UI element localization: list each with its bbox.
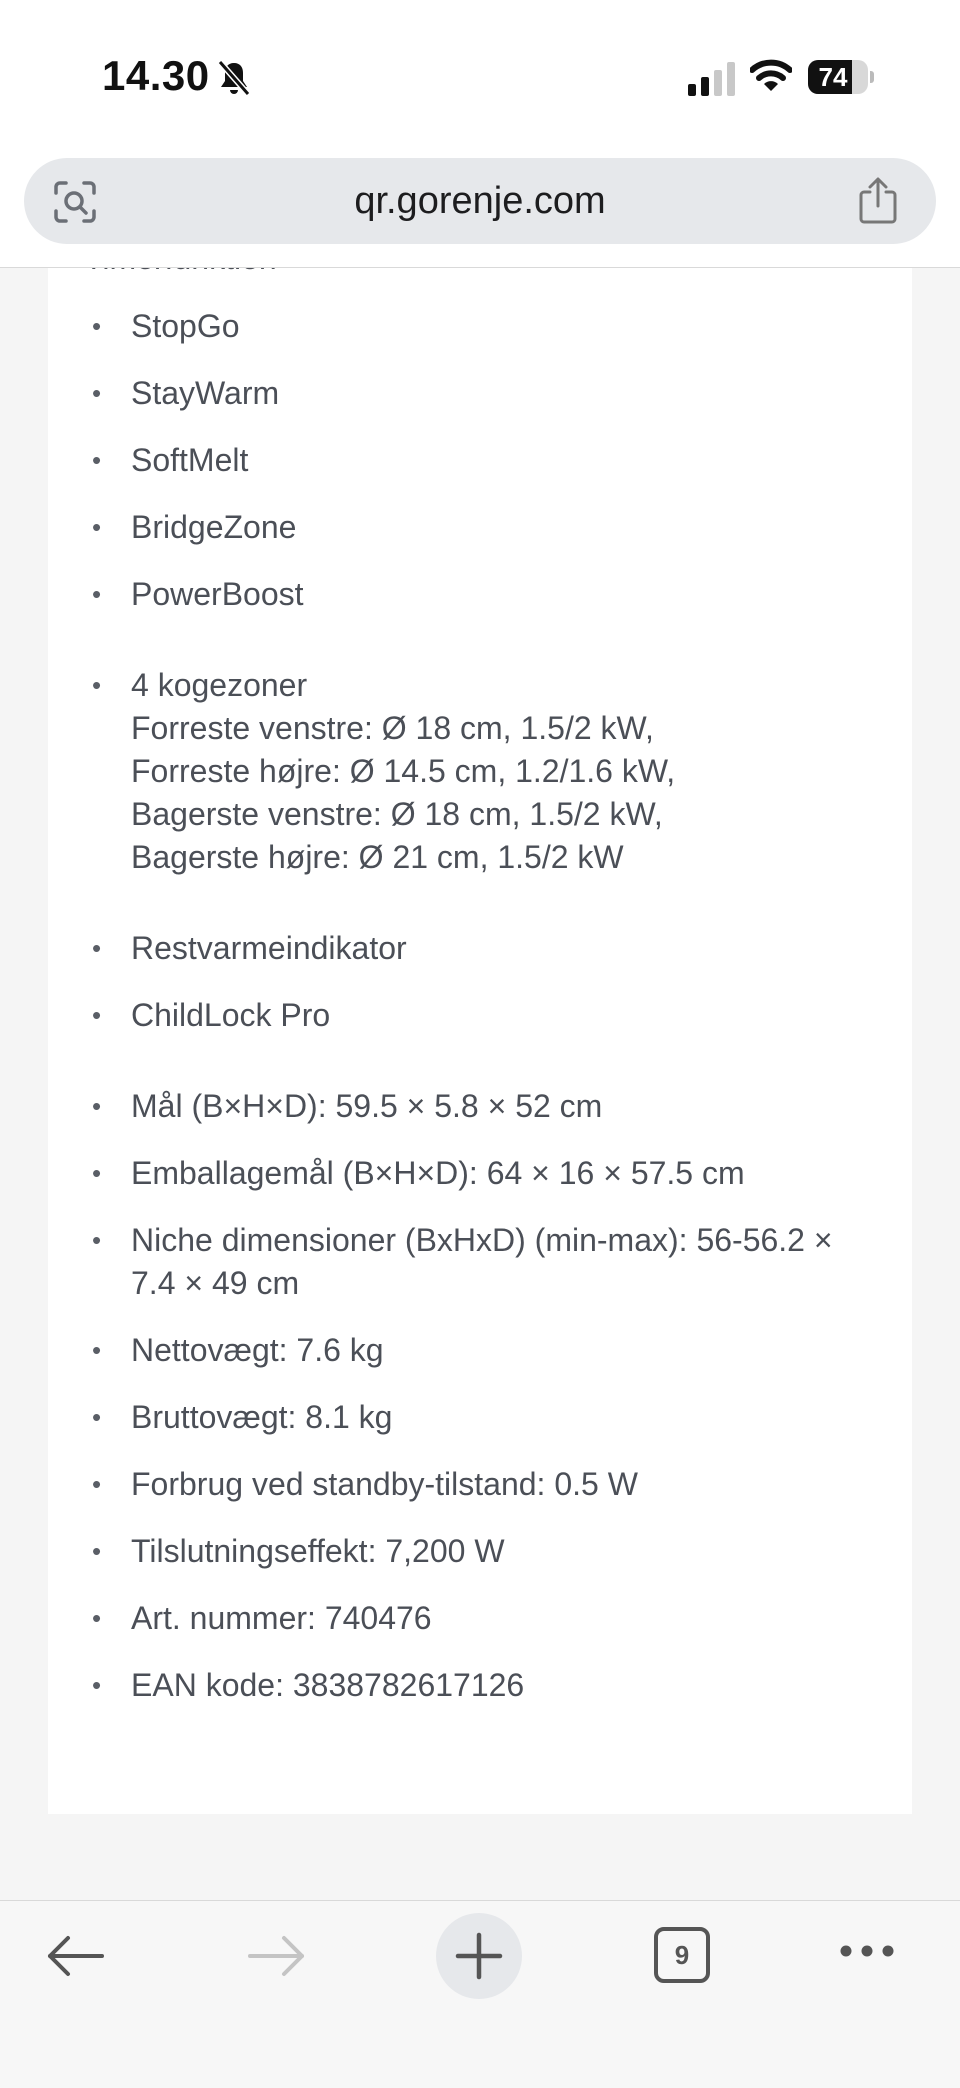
spec-line: • Emballagemål (B×H×D): 64 × 16 × 57.5 cm bbox=[131, 1155, 745, 1191]
spec-list-item bbox=[48, 1530, 888, 1573]
spec-list-item bbox=[48, 1219, 888, 1305]
spec-line: 7.4 × 49 cm bbox=[131, 1265, 300, 1301]
spec-list-item bbox=[48, 1085, 888, 1128]
spec-line: • Bruttovægt: 8.1 kg bbox=[131, 1399, 393, 1435]
spec-list-item bbox=[48, 994, 888, 1037]
status-time: 14.30 bbox=[102, 52, 210, 99]
more-icon[interactable] bbox=[838, 1943, 896, 1959]
spec-line: • Niche dimensioner (BxHxD) (min-max): 56-56.2 × bbox=[131, 1222, 833, 1258]
spec-line: Bagerste højre: Ø 21 cm, 1.5/2 kW bbox=[131, 839, 624, 875]
spec-list-item bbox=[48, 1329, 888, 1372]
spec-list-item bbox=[48, 664, 888, 879]
spec-line: Forreste venstre: Ø 18 cm, 1.5/2 kW, bbox=[131, 710, 654, 746]
battery-percent: 74 bbox=[818, 62, 848, 92]
battery-indicator bbox=[808, 60, 874, 94]
spec-list-item bbox=[48, 1664, 888, 1707]
spec-list-item bbox=[48, 372, 888, 415]
new-tab-button[interactable] bbox=[436, 1913, 522, 1999]
bell-slash-icon bbox=[216, 58, 252, 98]
spec-line: • ChildLock Pro bbox=[131, 997, 331, 1033]
spec-list-item bbox=[48, 1597, 888, 1640]
spec-line: • Restvarmeindikator bbox=[131, 930, 407, 966]
tabs-button[interactable] bbox=[654, 1927, 710, 1983]
spec-line: • Nettovægt: 7.6 kg bbox=[131, 1332, 384, 1368]
spec-line: • Forbrug ved standby-tilstand: 0.5 W bbox=[131, 1466, 638, 1502]
spec-line: • Tilslutningseffekt: 7,200 W bbox=[131, 1533, 505, 1569]
spec-list-item bbox=[48, 1396, 888, 1439]
spec-list-item bbox=[48, 927, 888, 970]
spec-list-item bbox=[48, 1152, 888, 1195]
spec-line: Bagerste venstre: Ø 18 cm, 1.5/2 kW, bbox=[131, 796, 663, 832]
status-bar bbox=[0, 0, 960, 150]
address-bar[interactable] bbox=[24, 158, 936, 244]
spec-line: • StayWarm bbox=[131, 375, 280, 411]
spec-line: • Art. nummer: 740476 bbox=[131, 1600, 432, 1636]
spec-line: • Mål (B×H×D): 59.5 × 5.8 × 52 cm bbox=[131, 1088, 603, 1124]
spec-line: • PowerBoost bbox=[131, 576, 304, 612]
spec-line: • StopGo bbox=[131, 308, 240, 344]
spec-line: Forreste højre: Ø 14.5 cm, 1.2/1.6 kW, bbox=[131, 753, 676, 789]
spec-list-item bbox=[48, 439, 888, 482]
cellular-signal-icon bbox=[688, 62, 736, 96]
spec-line: • 4 kogezoner bbox=[131, 667, 308, 703]
spec-list-item bbox=[48, 1463, 888, 1506]
plus-icon bbox=[436, 1913, 522, 1999]
share-icon[interactable] bbox=[856, 176, 900, 226]
spec-list-item bbox=[48, 573, 888, 616]
spec-list bbox=[48, 305, 888, 1731]
spec-line: • SoftMelt bbox=[131, 442, 249, 478]
url-text[interactable]: qr.gorenje.com bbox=[354, 180, 606, 222]
arrow-right-icon[interactable] bbox=[246, 1933, 308, 1979]
spec-line: • EAN kode: 3838782617126 bbox=[131, 1667, 525, 1703]
spec-list-item bbox=[48, 305, 888, 348]
spec-line: • BridgeZone bbox=[131, 509, 297, 545]
browser-toolbar bbox=[0, 1900, 960, 2088]
tab-count: 9 bbox=[674, 1940, 690, 1970]
spec-list-item bbox=[48, 506, 888, 549]
wifi-icon bbox=[750, 58, 792, 94]
address-bar-container bbox=[0, 150, 960, 268]
arrow-left-icon[interactable] bbox=[44, 1933, 106, 1979]
